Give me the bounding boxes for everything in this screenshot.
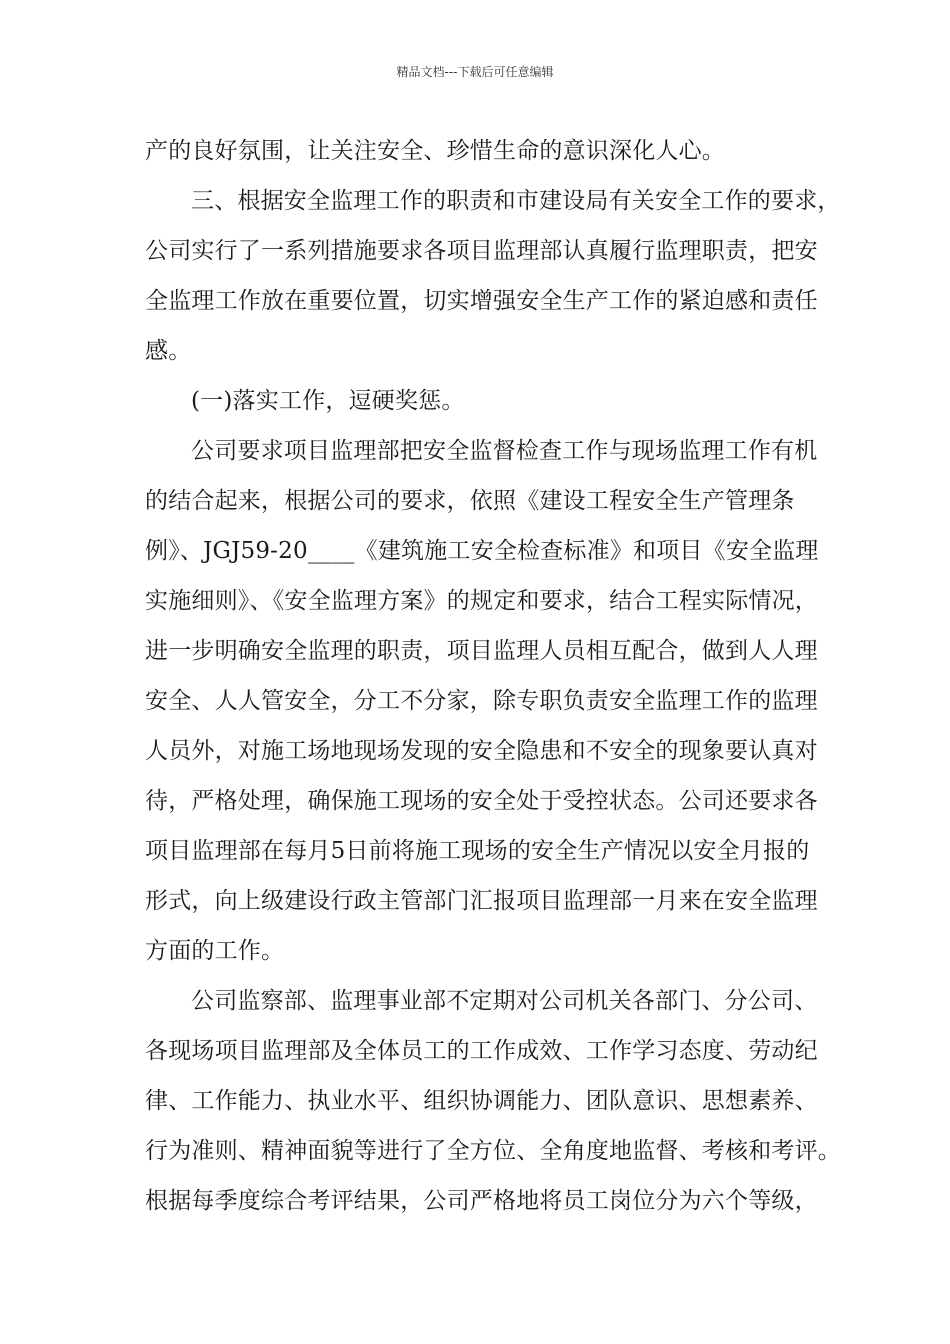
text-line: 人员外，对施工场地现场发现的安全隐患和不安全的现象要认真对 — [145, 738, 818, 764]
text-line: 方面的工作。 — [145, 938, 285, 964]
section-heading: (一)落实工作，逗硬奖惩。 — [191, 388, 465, 414]
text-line: 全监理工作放在重要位置，切实增强安全生产工作的紧迫感和责任 — [145, 288, 818, 314]
paragraph-start-line: 三、根据安全监理工作的职责和市建设局有关安全工作的要求， — [191, 188, 841, 214]
text-line: 待，严格处理，确保施工现场的安全处于受控状态。公司还要求各 — [145, 788, 818, 814]
text-line: 例》、JGJ59-20____《建筑施工安全检查标准》和项目《安全监理 — [145, 538, 819, 564]
text-line: 形式，向上级建设行政主管部门汇报项目监理部一月来在安全监理 — [145, 888, 818, 914]
document-body — [145, 126, 841, 1226]
text-line: 进一步明确安全监理的职责，项目监理人员相互配合，做到人人理 — [145, 638, 818, 664]
text-line: 项目监理部在每月5日前将施工现场的安全生产情况以安全月报的 — [145, 838, 810, 864]
text-line: 律、工作能力、执业水平、组织协调能力、团队意识、思想素养、 — [145, 1088, 818, 1114]
paragraph-start-line: 公司监察部、监理事业部不定期对公司机关各部门、分公司、 — [191, 988, 818, 1014]
text-line: 产的良好氛围，让关注安全、珍惜生命的意识深化人心。 — [145, 138, 725, 164]
text-line: 行为准则、精神面貌等进行了全方位、全角度地监督、考核和考评。 — [145, 1138, 841, 1164]
text-line: 安全、人人管安全，分工不分家，除专职负责安全监理工作的监理 — [145, 688, 818, 714]
text-line: 公司实行了一系列措施要求各项目监理部认真履行监理职责，把安 — [145, 238, 818, 264]
text-line: 感。 — [145, 338, 192, 364]
paragraph-start-line: 公司要求项目监理部把安全监督检查工作与现场监理工作有机 — [191, 438, 818, 464]
text-line: 实施细则》、《安全监理方案》的规定和要求，结合工程实际情况， — [145, 588, 818, 614]
text-line: 的结合起来，根据公司的要求，依照《建设工程安全生产管理条 — [145, 488, 795, 514]
text-line: 根据每季度综合考评结果，公司严格地将员工岗位分为六个等级， — [145, 1188, 818, 1214]
page-header: 精品文档---下载后可任意编辑 — [396, 65, 554, 79]
text-line: 各现场项目监理部及全体员工的工作成效、工作学习态度、劳动纪 — [145, 1038, 818, 1064]
